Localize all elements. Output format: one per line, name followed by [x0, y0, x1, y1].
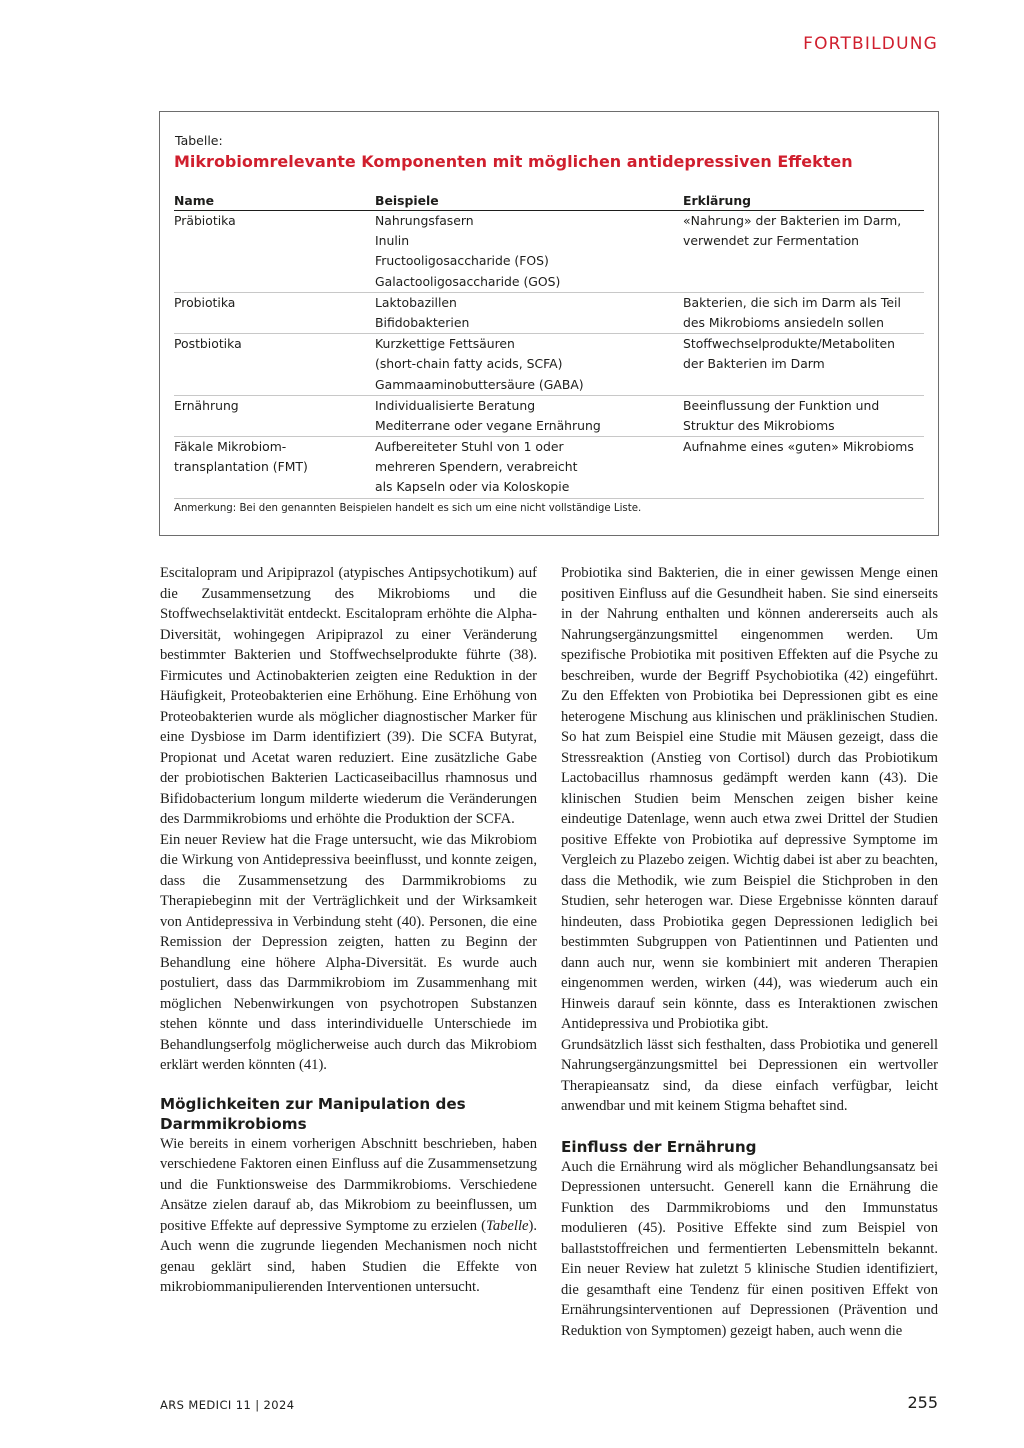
section-label: FORTBILDUNG	[803, 34, 938, 54]
table-cell-line: Individualisierte Beratung	[375, 397, 536, 413]
table-cell-line: verwendet zur Fermentation	[683, 233, 860, 249]
table-cell-line: Ernährung	[174, 397, 239, 413]
table-cell-line: Bifidobakterien	[375, 314, 470, 330]
table-row	[174, 293, 924, 334]
table-cell-line: Beeinflussung der Funktion und	[683, 397, 880, 413]
table-cell-explanation	[683, 437, 924, 498]
table-cell-examples	[375, 334, 683, 395]
table-row	[174, 334, 924, 396]
table-cell-examples	[375, 437, 683, 498]
journal-footer: ARS MEDICI 11 | 2024	[160, 1398, 295, 1412]
table-cell-examples	[375, 396, 683, 436]
page-number: 255	[907, 1393, 938, 1412]
table-cell-line: Probiotika	[174, 294, 236, 310]
table-cell-name	[174, 396, 375, 436]
table-cell-examples	[375, 293, 683, 333]
section-heading: Möglichkeiten zur Manipulation des Darmmikrobioms	[160, 1094, 466, 1133]
table-cell-name	[174, 334, 375, 395]
table-cell-line: (short-chain fatty acids, SCFA)	[375, 356, 563, 372]
paragraph: Wie bereits in einem vorherigen Abschnitt beschrieben, haben verschiedene Faktoren einen Einfluss auf die Zusammensetzung und die Funktionsweise des Darmmikrobioms. Verschiedene Ansätze zielen darauf ab, das Mikrobiom zu beeinflussen, um positive Effekte auf depressive Symptome zu erzielen (Tabelle). Auch wenn die zugrunde liegenden Mechanismen noch nicht genau geklärt sind, haben Studien die Effekte von mikrobiommanipulierenden Interventionen untersucht.	[160, 1135, 537, 1295]
table-cell-name	[174, 211, 375, 292]
paragraph: Probiotika sind Bakterien, die in einer gewissen Menge einen positiven Einfluss auf die Gesundheit haben. Sie sind einerseits in der Nahrung enthalten und können andererseits auch als Nahrungsergänzungsmittel eingenommen werden. Um spezifische Probiotika mit positiven Effekten auf die Psyche zu beschreiben, wurde der Begriff Psychobiotika (42) eingeführt. Zu den Effekten von Probiotika bei Depressionen gibt es eine heterogene Mischung aus klinischen und präklinischen Studien. So hat zum Beispiel eine Studie mit Mäusen gezeigt, dass die Stressreaktion (Anstieg von Cortisol) durch das Probiotikum Lactobacillus rhamnosus gedämpft werden kann (43). Die klinischen Studien beim Menschen zeigen bisher keine eindeutige Datenlage, wenn auch etwa zwei Drittel der Studien positive Effekte von Probiotika auf depressive Symptome im Vergleich zu Plazebo zeigen. Wichtig dabei ist aber zu beachten, dass die Methodik, wie zum Beispiel die Stichproben in den Studien, sehr heterogen war. Diese Ergebnisse könnten darauf hindeuten, dass Probiotika gegen Depressionen lediglich bei bestimmten Subgruppen von Patientinnen und Patienten und dann auch nur, wenn sie kombiniert mit anderen Therapien eingenommen werden, wirken (44), was wiederum auch ein Hinweis darauf sein könnte, dass es Interaktionen zwischen Antidepressiva und Probiotika gibt.	[561, 565, 938, 1032]
table-reference: Tabelle	[486, 1217, 529, 1234]
table-cell-line: Gammaaminobuttersäure (GABA)	[375, 376, 584, 392]
table-note: Anmerkung: Bei den genannten Beispielen handelt es sich um eine nicht vollständige Liste.	[174, 503, 642, 514]
table-cell-explanation	[683, 396, 924, 436]
table-box	[159, 111, 939, 536]
table-cell-line: Aufnahme eines «guten» Mikrobioms	[683, 439, 914, 455]
table-row	[174, 437, 924, 499]
table-header-row	[174, 192, 924, 211]
table-cell-line: Postbiotika	[174, 336, 242, 352]
table-title: Mikrobiomrelevante Komponenten mit möglichen antidepressiven Effekten	[174, 152, 853, 171]
table-cell-line: Kurzkettige Fettsäuren	[375, 336, 515, 352]
table-cell-explanation	[683, 293, 924, 333]
table-cell-line: Fäkale Mikrobiom-	[174, 439, 287, 455]
table-cell-line: transplantation (FMT)	[174, 459, 308, 475]
right-text-column	[561, 563, 938, 1341]
column-header-name: Name	[174, 193, 215, 208]
table-cell-line: Inulin	[375, 233, 410, 249]
table-caption: Tabelle:	[175, 133, 223, 148]
table-cell-line: Aufbereiteter Stuhl von 1 oder	[375, 439, 564, 455]
table-cell-name	[174, 293, 375, 333]
table-cell-line: Laktobazillen	[375, 294, 457, 310]
table-cell-line: Stoffwechselprodukte/Metaboliten	[683, 336, 896, 352]
table-cell-line: Mediterrane oder vegane Ernährung	[375, 417, 601, 433]
table-cell-line: Bakterien, die sich im Darm als Teil	[683, 294, 901, 310]
table-cell-line: der Bakterien im Darm	[683, 356, 825, 372]
paragraph: Escitalopram und Aripiprazol (atypisches Antipsychotikum) auf die Zusammensetzung des Mikrobioms und die Stoffwechselaktivität entdeckt. Escitalopram erhöhte die Alpha-Diversität, wohingegen Aripiprazol zu einer Veränderung bestimmter Bakterien und Stoffwechselprodukte führte (38). Firmicutes und Actinobakterien zeigten eine Reduktion in der Häufigkeit, Proteobakterien eine Erhöhung. Eine Erhöhung von Proteobakterien wurde als möglicher diagnostischer Marker für eine Dysbiose im Darm identifiziert (39). Die SCFA Butyrat, Propionat und Acetat waren reduziert. Eine zusätzliche Gabe der probiotischen Bakterien Lacticaseibacillus rhamnosus und Bifidobacterium longum milderte wiederum die Veränderungen des Darmmikrobioms und erhöhte die Produktion der SCFA.	[160, 565, 537, 827]
data-table	[174, 192, 924, 499]
paragraph: Auch die Ernährung wird als möglicher Behandlungsansatz bei Depressionen untersucht. Generell kann die Ernährung die Funktion des Darmmikrobioms und den Immunstatus modulieren (45). Positive Effekte sind zum Beispiel von ballaststoffreichen und fermentierten Lebensmitteln bekannt. Ein neuer Review hat zuletzt 5 klinische Studien identifiziert, die gesamthaft eine Tendenz für einen positiven Effekt von Ernährungsinterventionen auf Depressionen (Prävention und Reduktion von Symptomen) gezeigt haben, auch wenn die	[561, 1158, 938, 1339]
table-cell-line: des Mikrobioms ansiedeln sollen	[683, 314, 885, 330]
table-cell-examples	[375, 211, 683, 292]
table-row	[174, 211, 924, 293]
table-cell-line: «Nahrung» der Bakterien im Darm,	[683, 213, 902, 228]
paragraph: Ein neuer Review hat die Frage untersucht, wie das Mikrobiom die Wirkung von Antidepressiva beeinflusst, und konnte zeigen, dass die Zusammensetzung des Darmmikrobioms zu Therapiebeginn mit der Verträglichkeit und der Wirksamkeit von Antidepressiva in Verbindung steht (40). Personen, die eine Remission der Depression zeigten, hatten zu Beginn der Behandlung eine höhere Alpha-Diversität. Es wurde auch postuliert, dass das Darmmikrobiom im Zusammenhang mit möglichen Nebenwirkungen von psychotropen Substanzen stehen könnte und dass interindividuelle Unterschiede im Behandlungserfolg möglicherweise auch durch das Mikrobiom erklärt werden könnten (41).	[160, 831, 537, 1073]
section-heading: Einfluss der Ernährung	[561, 1137, 757, 1156]
table-cell-line: mehreren Spendern, verabreicht	[375, 459, 578, 475]
paragraph: Grundsätzlich lässt sich festhalten, dass Probiotika und generell Nahrungsergänzungsmittel bei Depressionen ein wertvoller Therapieansatz sind, da diese einfach verfügbar, leicht anwendbar und mit keinem Stigma behaftet sind.	[561, 1036, 938, 1114]
table-cell-line: Fructooligosaccharide (FOS)	[375, 253, 549, 269]
table-cell-line: Nahrungsfasern	[375, 213, 474, 228]
column-header-explanation: Erklärung	[683, 193, 752, 208]
column-header-examples: Beispiele	[375, 193, 439, 208]
table-cell-name	[174, 437, 375, 498]
left-text-column	[160, 563, 537, 1298]
table-row	[174, 396, 924, 437]
table-cell-line: Galactooligosaccharide (GOS)	[375, 273, 561, 289]
table-cell-line: Präbiotika	[174, 213, 236, 228]
table-cell-explanation	[683, 211, 924, 292]
table-cell-line: Struktur des Mikrobioms	[683, 417, 835, 433]
table-cell-line: als Kapseln oder via Koloskopie	[375, 479, 570, 495]
table-cell-explanation	[683, 334, 924, 395]
